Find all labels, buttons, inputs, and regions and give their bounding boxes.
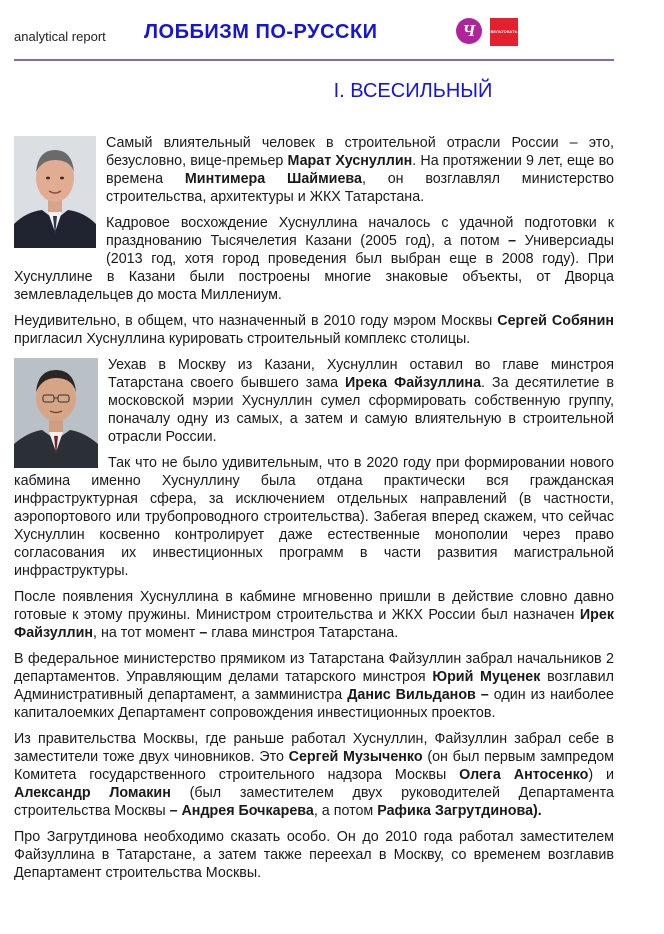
paragraph-7: В федеральное министерство прямиком из Татарстана Файзуллин забрал начальников 2 департаментов. Управляющим делами татарского минстроя Юрий Муценек возглавил Административный департамент, а замминистра Данис Вильданов – один из наиболее капиталоемких Департамент сопровождения инвестиционных проектов. (14, 651, 614, 721)
paragraph-6: После появления Хуснуллина в кабмине мгновенно пришли в действие словно давно готовые к этому пружины. Министром строительства и ЖКХ России был назначен Ирек Файзуллин, на тот момент – глава минстроя Татарстана. (14, 589, 614, 641)
portrait-photo-fayzullin (14, 358, 98, 468)
header-divider (14, 59, 614, 61)
paragraph-9: Про Загрутдинова необходимо сказать особо. Он до 2010 года работал заместителем Файзуллина в Татарстане, а затем также переехал в Москву, со временем возглавив Департамент строительства Москвы. (14, 829, 614, 881)
partner-logo-icon: ВЕЛЬТОВАТЬ (490, 18, 518, 46)
paragraph-8: Из правительства Москвы, где раньше работал Хуснуллин, Файзуллин забрал себе в заместители тоже двух чиновников. Это Сергей Музыченко (он был первым зампредом Комитета государственного строительного надзора Москвы Олега Антосенко) и Александр Ломакин (был заместителем двух руководителей Департамента строительства Москвы – Андрея Бочкарева, а потом Рафика Загрутдинова). (14, 731, 614, 819)
paragraph-1: Самый влиятельный человек в строительной отрасли России – это, безусловно, вице-премьер Марат Хуснуллин. На протяжении 9 лет, еще во времена Минтимера Шаймиева, он возглавлял министерство строительства, архитектуры и ЖКХ Татарстана. (106, 135, 614, 205)
portrait-photo-khusnullin (14, 136, 96, 248)
section-title: I. ВСЕСИЛЬНЫЙ (333, 80, 493, 102)
report-label: analytical report (14, 29, 106, 44)
report-header (14, 18, 614, 60)
paragraph-4: Уехав в Москву из Казани, Хуснуллин оставил во главе минстроя Татарстана своего бывшего зама Ирека Файзуллина. За десятилетие в московской мэрии Хуснуллин сумел сформировать собственную группу, поначалу одну из самых, а затем и самую влиятельную в строительной отрасли России. (108, 357, 614, 445)
paragraph-5: Так что не было удивительным, что в 2020 году при формировании нового кабмина именно Хуснуллину была отдана практически вся гражданская инфраструктурная сфера, за исключением отдельных направлений (в частности, аэропортового или трубопроводного строительства). Забегая вперед скажем, что сейчас Хуснуллин косвенно контролирует даже естественные монополии через право согласования их инвестиционных программ в части развития магистральной инфраструктуры. (14, 455, 614, 579)
report-title: ЛОББИЗМ ПО-РУССКИ (144, 21, 378, 43)
publisher-logo-icon: Ч (456, 18, 482, 44)
paragraph-2: Кадровое восхождение Хуснуллина началось с удачной подготовки к празднованию Тысячелетия Казани (2005 год), а потом – Универсиады (2013 год, хотя город проведения был выбран еще в 2008 году). При Хуснуллине в Казани были построены многие знаковые объекты, от Дворца землевладельцев до моста Миллениум. (14, 215, 614, 303)
paragraph-3: Неудивительно, в общем, что назначенный в 2010 году мэром Москвы Сергей Собянин пригласил Хуснуллина курировать строительный комплекс столицы. (14, 313, 614, 347)
article-body (14, 134, 614, 890)
